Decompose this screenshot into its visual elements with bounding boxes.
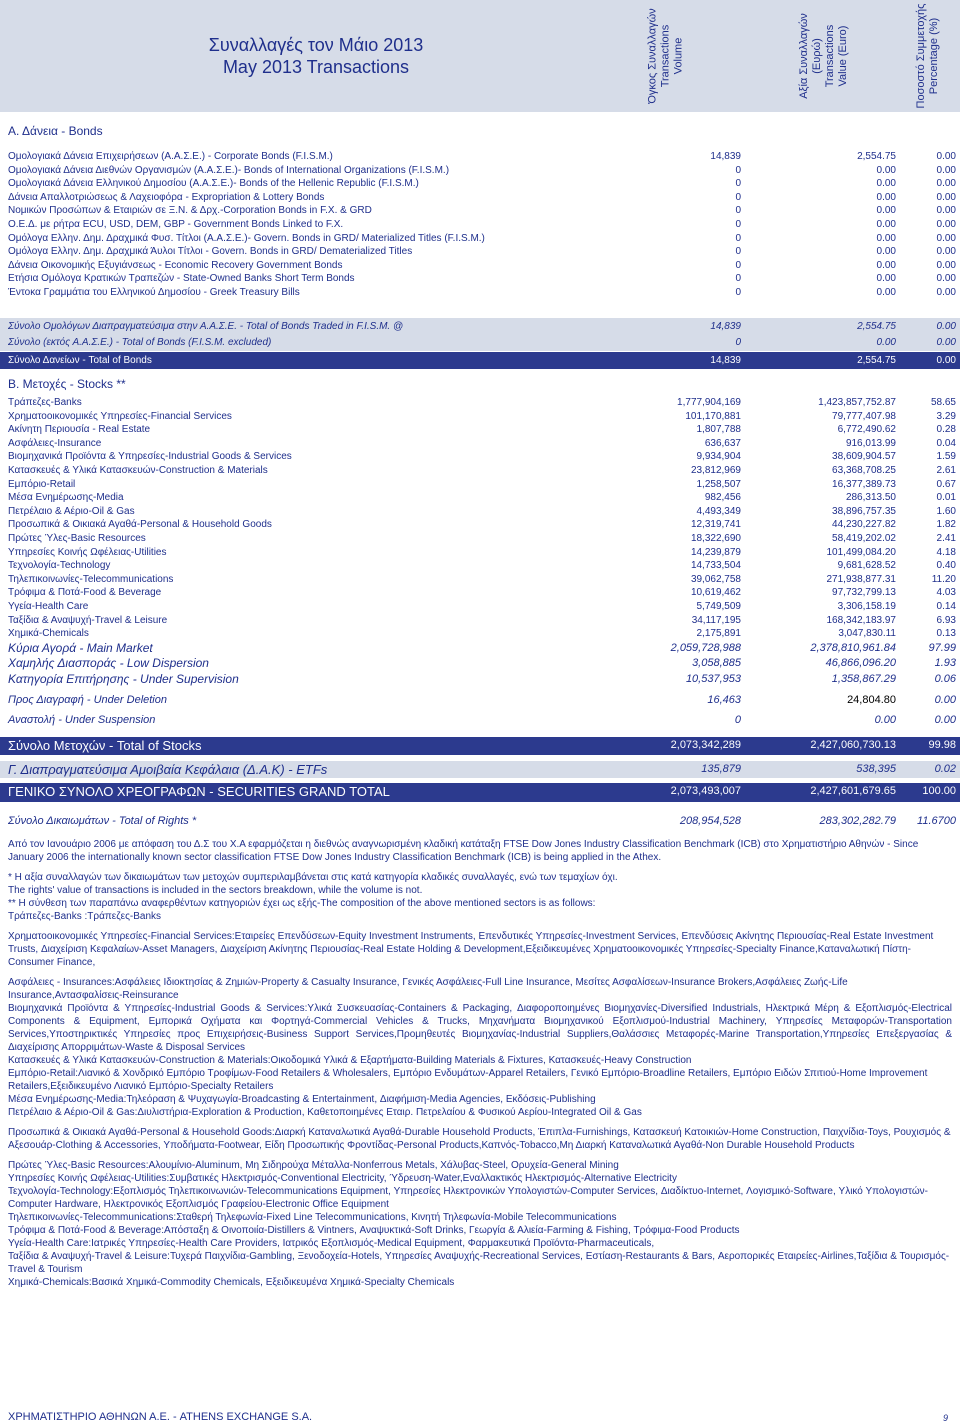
bond-row xyxy=(0,218,960,232)
row-value: 0.00 xyxy=(876,286,896,298)
note-food-beverage: Τρόφιμα & Ποτά-Food & Beverage:Απόσταξη & Οινοποιία-Distillers & Vintners, Αναψυκτικά-Soft Drinks, Γεωργία & Αλιεία-Farming & Fishing, Τρόφιμα-Food Products xyxy=(8,1225,740,1236)
row-label: Πρώτες Ύλες-Basic Resources xyxy=(8,532,146,544)
row-value: 2,554.75 xyxy=(857,151,896,162)
row-volume: 2,059,728,988 xyxy=(670,641,741,654)
row-value: 3,047,830.11 xyxy=(838,628,896,640)
note-rights-greek: * Η αξία συναλλαγών των δικαιωμάτων των μετοχών συμπεριλαμβάνεται στις κατά κατηγορία κλαδικές συναλλαγές, ενώ των τεμαχίων όχι. xyxy=(8,872,618,883)
row-value: 168,342,183.97 xyxy=(826,614,896,626)
row-value: 283,302,282.79 xyxy=(819,815,896,827)
row-label: Σύνολο Ομολόγων Διαπραγματεύσιμα στην Α.Α.Σ.Ε. - Total of Bonds Traded in F.I.S.M. @ xyxy=(8,321,404,332)
market-row xyxy=(0,641,960,657)
row-label: Δάνεια Οικονομικής Εξυγιάνσεως - Economic Recovery Government Bonds xyxy=(8,259,343,271)
column-header-line: Ποσοστό Συμμετοχής xyxy=(915,3,927,109)
row-percentage: 0.00 xyxy=(936,191,956,203)
row-value: 9,681,628.52 xyxy=(837,560,896,572)
row-value: 2,554.75 xyxy=(857,355,896,366)
note-travel: Ταξίδια & Αναψυχή-Travel & Leisure:Τυχερά Παιχνίδια-Gambling, Ξενοδοχεία-Hotels, Υπηρεσίες Αναψυχής-Recreational Services, Εστίαση-Restaurants & Bars, Αεροπορικές Εταιρείες-Airlines,Ταξίδια & Τουρισμός-Travel & Tourism xyxy=(8,1251,950,1275)
row-percentage: 0.00 xyxy=(934,714,956,726)
row-label: Προσωπικά & Οικιακά Αγαθά-Personal & Household Goods xyxy=(8,519,272,531)
row-percentage: 0.00 xyxy=(936,273,956,285)
row-label: Τρόφιμα & Ποτά-Food & Beverage xyxy=(8,587,162,599)
column-header-value xyxy=(792,4,856,108)
row-value: 63,368,708.25 xyxy=(832,464,896,476)
row-volume: 3,058,885 xyxy=(692,657,741,670)
row-label: ΓΕΝΙΚΟ ΣΥΝΟΛΟ ΧΡΕΟΓΡΑΦΩΝ - SECURITIES GRAND TOTAL xyxy=(8,784,390,799)
note-industrial: Βιομηχανικά Προϊόντα & Υπηρεσίες-Industrial Goods & Services:Υλικά Συσκευασίας-Containers & Packaging, Διαφοροποιημένες Βιομηχανίες-Diversified Industrials, Ηλεκτρικά Μέρη & Εξοπλισμός-Electrical Components & Equipment, Εμπορικά Οχήματα και Φορτηγά-Commercial Vehicles & Trucks, Μηχανήματα Βιομηχανικού Εξοπλισμού-Industrial Machinery, Υπηρεσίες Μεταφορών-Transportation Services,Υποστηρικτικές Υπηρεσίες προς Επιχειρήσεις-Business Support Services,Προμηθευτές Βιομηχανίας-Industrial Suppliers,Θαλάσσιες Μεταφορές-Marine Transportation,Υπηρεσίες Επεξεργασίας & Διαχείρισης Απορριμάτων-Waste & Disposal Services xyxy=(8,1003,952,1053)
row-percentage: 3.29 xyxy=(936,410,956,422)
row-volume: 14,839 xyxy=(710,321,741,332)
row-value: 3,306,158.19 xyxy=(837,600,896,612)
row-volume: 101,170,881 xyxy=(685,410,741,422)
row-value: 0.00 xyxy=(876,164,896,176)
row-volume: 1,258,507 xyxy=(696,478,741,490)
sector-row xyxy=(0,410,960,424)
grand-total-row xyxy=(0,783,960,802)
row-value: 916,013.99 xyxy=(845,437,896,449)
bond-row xyxy=(0,191,960,205)
row-percentage: 0.00 xyxy=(936,286,956,298)
sector-row xyxy=(0,614,960,628)
row-percentage: 0.01 xyxy=(936,492,956,504)
note-insurance: Ασφάλειες - Insurances:Ασφάλειες Ιδιοκτησίας & Ζημιών-Property & Casualty Insurance, Γενικές Ασφάλειες-Full Line Insurance, Μεσίτες Ασφαλίσεων-Insurance Brokers,Ασφάλειες Ζωής-Life Insurance,Αντασφαλίσεις-Reinsurance xyxy=(8,977,848,1001)
row-value: 271,938,877.31 xyxy=(826,573,896,585)
row-value: 0.00 xyxy=(876,273,896,285)
row-percentage: 1.93 xyxy=(934,657,956,670)
sector-row xyxy=(0,464,960,478)
bond-row xyxy=(0,204,960,218)
row-volume: 0 xyxy=(735,218,741,230)
row-label: Σύνολο Μετοχών - Total of Stocks xyxy=(8,738,202,753)
row-volume: 0 xyxy=(734,714,741,726)
row-label: Κατηγορία Επιτήρησης - Under Supervision xyxy=(8,671,239,686)
sector-row xyxy=(0,478,960,492)
column-header-line: Transactions xyxy=(824,24,836,88)
market-row xyxy=(0,672,960,688)
note-icb: Από τον Ιανουάριο 2006 με απόφαση του Δ.Σ του Χ.Α εφαρμόζεται η διεθνώς αναγνωρισμένη κλαδική κατάταξη FTSE Dow Jones Industry Classification Benchmark (ICB) στο Χρηματιστήριο Αθηνών - Since January 2006 the internationally known sector classification FTSE Dow Jones Industry Classification Benchmark (ICB) is being applied in the Athex. xyxy=(8,839,919,863)
row-percentage: 0.00 xyxy=(936,355,956,366)
section-heading-bonds: Α. Δάνεια - Bonds xyxy=(8,124,103,138)
column-header-line: Value (Euro) xyxy=(837,25,849,87)
sector-row xyxy=(0,505,960,519)
row-label: Εμπόριο-Retail xyxy=(8,478,76,490)
row-percentage: 11.20 xyxy=(931,573,956,585)
row-label: Σύνολο Δανείων - Total of Bonds xyxy=(8,355,152,366)
row-volume: 16,463 xyxy=(707,694,741,706)
row-volume: 14,839 xyxy=(710,355,741,366)
row-label: Προς Διαγραφή - Under Deletion xyxy=(8,694,167,706)
row-volume: 12,319,741 xyxy=(690,519,741,531)
row-percentage: 0.00 xyxy=(936,259,956,271)
row-volume: 39,062,758 xyxy=(690,573,741,585)
note-composition: ** Η σύνθεση των παραπάνω αναφερθέντων κατηγοριών έχει ως εξής-The composition of the above mentioned sectors is as follows: xyxy=(8,898,596,909)
row-volume: 2,073,342,289 xyxy=(670,739,741,751)
row-label: Βιομηχανικά Προϊόντα & Υπηρεσίες-Industrial Goods & Services xyxy=(8,451,292,463)
row-label: Αναστολή - Under Suspension xyxy=(8,714,156,726)
bond-row xyxy=(0,259,960,273)
title-english: May 2013 Transactions xyxy=(222,57,410,77)
row-percentage: 2.41 xyxy=(936,532,956,544)
note-personal-goods: Προσωπικά & Οικιακά Αγαθά-Personal & Household Goods:Διαρκή Καταναλωτικά Αγαθά-Durable Household Products, Έπιπλα-Furnishings, Κατασκευή Κατοικιών-Home Construction, Παιχνίδια-Toys, Ρουχισμός & Αξεσουάρ-Clothing & Accessories, Υποδήματα-Footwear, Είδη Προσωπικής Φροντίδας-Personal Products,Καπνός-Tobacco,Μη Διαρκή Καταναλωτικά Αγαθά-Non Durable Household Products xyxy=(8,1127,951,1151)
row-value: 2,427,060,730.13 xyxy=(810,739,896,751)
bond-row xyxy=(0,245,960,259)
row-label: Έντοκα Γραμμάτια του Ελληνικού Δημοσίου - Greek Treasury Bills xyxy=(8,286,300,298)
row-percentage: 0.00 xyxy=(936,164,956,176)
sector-row xyxy=(0,396,960,410)
row-volume: 0 xyxy=(735,273,741,285)
row-value: 2,554.75 xyxy=(857,321,896,332)
report-header xyxy=(0,0,960,112)
column-header-line: Percentage (%) xyxy=(928,17,940,95)
row-percentage: 0.00 xyxy=(936,151,956,162)
row-volume: 5,749,509 xyxy=(696,600,741,612)
note-technology: Τεχνολογία-Technology:Εξοπλισμός Τηλεπικοινωνιών-Telecommunications Equipment, Υπηρεσίες Ηλεκτρονικών Υπολογιστών-Computer Services, Διαδίκτυο-Internet, Λογισμικό-Software, Υλικό Υπολογιστών-Computer Hardware, Ηλεκτρονικός Εξοπλισμός Γραφείου-Electronic Office Equipment xyxy=(8,1186,928,1210)
row-label: Κύρια Αγορά - Main Market xyxy=(8,640,153,655)
row-percentage: 1.60 xyxy=(936,505,956,517)
row-percentage: 0.40 xyxy=(936,560,956,572)
row-label: Υπηρεσίες Κοινής Ωφέλειας-Utilities xyxy=(8,546,167,558)
bond-row xyxy=(0,177,960,191)
row-value: 0.00 xyxy=(876,259,896,271)
row-volume: 1,777,904,169 xyxy=(677,397,741,408)
column-header-line: Volume xyxy=(672,37,685,75)
row-value: 97,732,799.13 xyxy=(832,587,896,599)
row-value: 38,896,757.35 xyxy=(832,505,896,517)
column-header-volume xyxy=(634,4,698,108)
row-value: 6,772,490.62 xyxy=(837,424,896,436)
section-heading-stocks: Β. Μετοχές - Stocks ** xyxy=(8,377,126,391)
row-label: Χαμηλής Διασποράς - Low Dispersion xyxy=(8,656,209,671)
row-value: 0.00 xyxy=(876,178,896,190)
row-percentage: 97.99 xyxy=(928,641,956,654)
row-volume: 14,839 xyxy=(710,151,741,162)
row-value: 0.00 xyxy=(876,337,896,348)
row-value: 538,395 xyxy=(856,763,896,775)
sector-row xyxy=(0,423,960,437)
row-volume: 14,239,879 xyxy=(690,546,741,558)
note-oil-gas: Πετρέλαιο & Αέριο-Oil & Gas:Διυλιστήρια-Exploration & Production, Καθετοποιημένες Εταιρ. Πετρελαίου & Φυσικού Αερίου-Integrated Oil & Gas xyxy=(8,1107,642,1118)
stocks-table xyxy=(0,396,960,687)
page-title xyxy=(0,34,632,78)
rights-row xyxy=(0,813,960,830)
row-label: Τεχνολογία-Technology xyxy=(8,560,111,572)
note-construction: Κατασκευές & Υλικά Κατασκευών-Construction & Materials:Οικοδομικά Υλικά & Εξαρτήματα-Building Materials & Fixtures, Κατασκευές-Heavy Construction xyxy=(8,1055,692,1066)
row-volume: 34,117,195 xyxy=(691,614,741,626)
row-label: Κατασκευές & Υλικά Κατασκευών-Construction & Materials xyxy=(8,464,268,476)
row-percentage: 4.03 xyxy=(936,587,956,599)
row-label: Χημικά-Chemicals xyxy=(8,628,89,640)
row-label: Τηλεπικοινωνίες-Telecommunications xyxy=(8,573,174,585)
suspension-row xyxy=(0,712,960,729)
row-label: Χρηματοοικονομικές Υπηρεσίες-Financial Services xyxy=(8,410,232,422)
row-percentage: 0.00 xyxy=(936,232,956,244)
row-volume: 0 xyxy=(735,232,741,244)
row-percentage: 11.6700 xyxy=(917,815,956,827)
row-value: 2,427,601,679.65 xyxy=(810,785,896,797)
row-label: Ομολογιακά Δάνεια Διεθνών Οργανισμών (Α.Α.Σ.Ε.)- Bonds of International Organizations (F.I.S.M.) xyxy=(8,164,450,176)
row-volume: 636,637 xyxy=(704,437,741,449)
page-number: 9 xyxy=(942,1413,948,1423)
row-volume: 14,733,504 xyxy=(690,560,741,572)
row-percentage: 100.00 xyxy=(922,785,956,797)
row-percentage: 4.18 xyxy=(936,546,956,558)
row-label: Πετρέλαιο & Αέριο-Oil & Gas xyxy=(8,505,135,517)
row-percentage: 0.28 xyxy=(936,424,956,436)
bond-row xyxy=(0,272,960,286)
note-basic-resources: Πρώτες Ύλες-Basic Resources:Αλουμίνιο-Aluminum, Μη Σιδηρούχα Μέταλλα-Nonferrous Metals, Χάλυβας-Steel, Ορυχεία-General Mining xyxy=(8,1160,619,1171)
row-label: Σύνολο (εκτός Α.Α.Σ.Ε.) - Total of Bonds (F.I.S.M. excluded) xyxy=(8,337,272,348)
row-value: 2,378,810,961.84 xyxy=(810,641,896,654)
row-volume: 0 xyxy=(735,164,741,176)
row-label: Υγεία-Health Care xyxy=(8,600,89,612)
row-percentage: 0.04 xyxy=(936,437,956,449)
row-volume: 135,879 xyxy=(701,763,741,775)
row-value: 1,423,857,752.87 xyxy=(818,397,896,408)
note-telecom: Τηλεπικοινωνίες-Telecommunications:Σταθερή Τηλεφωνία-Fixed Line Telecommunications, Κινητή Τηλεφωνία-Mobile Telecommunications xyxy=(8,1212,617,1223)
row-percentage: 99.98 xyxy=(928,739,956,751)
row-percentage: 0.02 xyxy=(934,763,956,775)
row-volume: 0 xyxy=(735,205,741,217)
row-label: Ομόλογα Ελλην. Δημ. Δραχμικά Άυλοι Τίτλοι - Govern. Bonds in GRD/ Dematerialized Titles xyxy=(8,246,413,258)
bond-row xyxy=(0,164,960,178)
row-percentage: 6.93 xyxy=(936,614,956,626)
sector-row xyxy=(0,518,960,532)
row-label: Ακίνητη Περιουσία - Real Estate xyxy=(8,424,151,436)
row-label: Ετήσια Ομόλογα Κρατικών Τραπεζών - State-Owned Banks Short Term Bonds xyxy=(8,273,355,285)
sector-row xyxy=(0,600,960,614)
sector-row xyxy=(0,437,960,451)
bonds-total-row xyxy=(0,352,960,369)
sector-row xyxy=(0,627,960,641)
row-percentage: 0.00 xyxy=(936,178,956,190)
row-value: 0.00 xyxy=(876,246,896,258)
row-percentage: 58.65 xyxy=(930,397,956,408)
bonds-table xyxy=(0,150,960,300)
footnotes xyxy=(8,838,952,1289)
row-volume: 0 xyxy=(735,286,741,298)
column-header-line: Αξία Συναλλαγών xyxy=(798,13,810,99)
row-label: Ασφάλειες-Insurance xyxy=(8,437,102,449)
row-volume: 9,934,904 xyxy=(696,451,741,463)
sector-row xyxy=(0,573,960,587)
row-volume: 2,073,493,007 xyxy=(670,785,741,797)
sector-row xyxy=(0,450,960,464)
row-percentage: 0.67 xyxy=(936,478,956,490)
row-volume: 1,807,788 xyxy=(696,424,741,436)
row-value: 0.00 xyxy=(874,714,896,726)
row-volume: 0 xyxy=(735,178,741,190)
market-row xyxy=(0,656,960,672)
row-percentage: 2.61 xyxy=(936,464,956,476)
row-volume: 10,537,953 xyxy=(685,672,741,685)
note-retail: Εμπόριο-Retail:Λιανικό & Χονδρικό Εμπόριο Τροφίμων-Food Retailers & Wholesalers, Εμπόριο Ενδυμάτων-Apparel Retailers, Γενικό Εμπόριο-Broadline Retailers, Εμπόριο Ειδών Σπιτιού-Home Improvement Retailers,Εξειδικευμένο Λιανικό Εμπόριο-Specialty Retailers xyxy=(8,1068,928,1092)
note-health-care: Υγεία-Health Care:Ιατρικές Υπηρεσίες-Health Care Providers, Ιατρικός Εξοπλισμός-Medical Equipment, Φαρμακευτικά Προϊόντα-Pharmaceuticals, xyxy=(8,1238,655,1249)
row-volume: 0 xyxy=(735,337,741,348)
row-value: 0.00 xyxy=(876,205,896,217)
sector-row xyxy=(0,546,960,560)
bonds-excluded-row xyxy=(0,334,960,351)
stocks-total-row xyxy=(0,737,960,755)
row-volume: 208,954,528 xyxy=(679,815,741,827)
column-header-line: (Ευρώ) xyxy=(811,38,823,74)
note-utilities: Υπηρεσίες Κοινής Ωφέλειας-Utilities:Συμβατικές Ηλεκτρισμός-Conventional Electricity, Ύδρευση-Water,Εναλλακτικός Ηλεκτρισμός-Alternative Electricity xyxy=(8,1173,677,1184)
row-value: 44,230,227.82 xyxy=(832,519,896,531)
row-volume: 982,456 xyxy=(704,492,741,504)
row-value: 38,609,904.57 xyxy=(832,451,896,463)
row-volume: 18,322,690 xyxy=(690,532,741,544)
column-header-percentage xyxy=(896,4,960,108)
row-percentage: 0.13 xyxy=(936,628,956,640)
row-percentage: 0.00 xyxy=(936,321,956,332)
row-volume: 10,619,462 xyxy=(690,587,741,599)
bond-row xyxy=(0,150,960,164)
row-label: Ομόλογα Ελλην. Δημ. Δραχμικά Φυσ. Τίτλοι (Α.Α.Σ.Ε.)- Govern. Bonds in GRD/ Materialized Titles (F.I.S.M.) xyxy=(8,232,485,244)
bonds-fism-row xyxy=(0,318,960,335)
row-label: Ομολογιακά Δάνεια Ελληνικού Δημοσίου (Α.Α.Σ.Ε.)- Bonds of the Hellenic Republic (F.I.S.M.) xyxy=(8,178,419,190)
row-value: 286,313.50 xyxy=(845,492,896,504)
note-financial-services: Χρηματοοικονομικές Υπηρεσίες-Financial Services:Εταιρείες Επενδύσεων-Equity Investment Instruments, Επενδυτικές Υπηρεσίες-Investment Services, Επενδύσεις Ακίνητης Περιουσίας-Real Estate Investment Trusts, Διαχείριση Κεφαλαίων-Asset Managers, Διαχείριση Ακίνητης Περιουσίας-Real Estate Holding & Development,Εξειδικευμένες Χρηματοοικονομικές Υπηρεσίες-Specialty Finance,Καταναλωτική Πίστη-Consumer Finance, xyxy=(8,931,934,968)
row-percentage: 0.00 xyxy=(936,246,956,258)
row-percentage: 1.82 xyxy=(936,519,956,531)
row-value: 24,804.80 xyxy=(847,694,896,706)
row-label: Ταξίδια & Αναψυχή-Travel & Leisure xyxy=(8,614,168,626)
row-percentage: 0.00 xyxy=(934,694,956,706)
row-percentage: 1.59 xyxy=(936,451,956,463)
row-volume: 23,812,969 xyxy=(690,464,741,476)
column-header-line: Όγκος Συναλλαγών xyxy=(646,8,659,104)
row-label: Τράπεζες-Banks xyxy=(8,397,82,408)
bond-row xyxy=(0,286,960,300)
row-value: 1,358,867.29 xyxy=(831,672,896,685)
row-volume: 2,175,891 xyxy=(696,628,741,640)
row-percentage: 0.00 xyxy=(936,218,956,230)
row-label: Σύνολο Δικαιωμάτων - Total of Rights * xyxy=(8,815,197,827)
row-label: Μέσα Ενημέρωσης-Media xyxy=(8,492,124,504)
etfs-row xyxy=(0,761,960,778)
row-percentage: 0.00 xyxy=(936,337,956,348)
row-volume: 4,493,349 xyxy=(696,505,741,517)
row-percentage: 0.06 xyxy=(934,672,956,685)
row-label: Δάνεια Απαλλοτριώσεως & Λαχειοφόρα - Expropriation & Lottery Bonds xyxy=(8,191,325,203)
row-volume: 0 xyxy=(735,259,741,271)
row-value: 46,866,096.20 xyxy=(825,657,896,670)
note-chemicals: Χημικά-Chemicals:Βασικά Χημικά-Commodity Chemicals, Εξειδικευμένα Χημικά-Specialty Chemicals xyxy=(8,1277,455,1288)
title-greek: Συναλλαγές τον Μάιο 2013 xyxy=(208,35,424,55)
row-label: Ο.Ε.Δ. με ρήτρα ECU, USD, DEM, GBP - Government Bonds Linked to F.X. xyxy=(8,218,344,230)
bond-row xyxy=(0,232,960,246)
note-media: Μέσα Ενημέρωσης-Media:Τηλεόραση & Ψυχαγωγία-Broadcasting & Entertainment, Διαφήμιση-Media Agencies, Εκδόσεις-Publishing xyxy=(8,1094,596,1105)
row-value: 16,377,389.73 xyxy=(832,478,896,490)
sector-row xyxy=(0,586,960,600)
row-percentage: 0.14 xyxy=(936,600,956,612)
sector-row xyxy=(0,559,960,573)
row-value: 0.00 xyxy=(876,191,896,203)
footer-company: ΧΡΗΜΑΤΙΣΤΗΡΙΟ ΑΘΗΝΩΝ Α.Ε. - ATHENS EXCHANGE S.A. xyxy=(8,1411,313,1423)
sector-row xyxy=(0,532,960,546)
deletion-row xyxy=(0,692,960,709)
row-value: 0.00 xyxy=(876,232,896,244)
column-header-line: Transactions xyxy=(659,24,672,88)
row-label: Νομικών Προσώπων & Εταιριών σε Ξ.Ν. & Δρχ.-Corporation Bonds in F.X. & GRD xyxy=(8,205,372,217)
sector-row xyxy=(0,491,960,505)
row-value: 101,499,084.20 xyxy=(826,546,896,558)
row-value: 58,419,202.02 xyxy=(832,532,896,544)
row-value: 0.00 xyxy=(876,218,896,230)
row-volume: 0 xyxy=(735,191,741,203)
row-label: Ομολογιακά Δάνεια Επιχειρήσεων (Α.Α.Σ.Ε.) - Corporate Bonds (F.I.S.M.) xyxy=(8,151,333,162)
note-rights-english: The rights' value of transactions is included in the sectors breakdown, while the volume is not. xyxy=(8,885,423,896)
row-label: Γ. Διαπραγματεύσιμα Αμοιβαία Κεφάλαια (Δ.Α.Κ) - ETFs xyxy=(8,762,328,777)
row-percentage: 0.00 xyxy=(936,205,956,217)
note-banks: Τράπεζες-Banks :Τράπεζες-Banks xyxy=(8,911,162,922)
row-volume: 0 xyxy=(735,246,741,258)
row-value: 79,777,407.98 xyxy=(832,410,896,422)
